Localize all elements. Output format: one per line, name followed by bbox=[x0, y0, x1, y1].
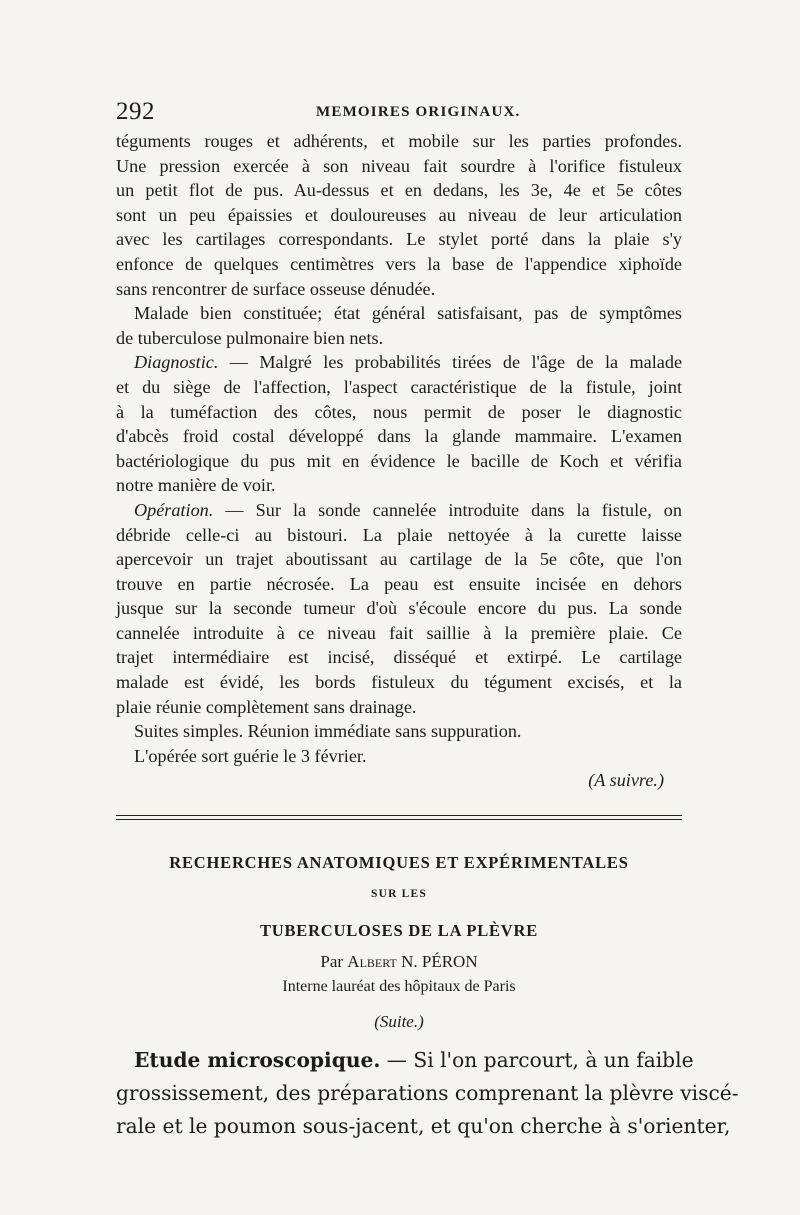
diagnostic-line bbox=[116, 350, 682, 375]
byline bbox=[116, 950, 682, 974]
article-title: RECHERCHES ANATOMIQUES ET EXPÉRIMENTALES bbox=[169, 853, 629, 872]
text-line: d'abcès froid costal développé dans la glande mammaire. L'examen bbox=[116, 426, 682, 447]
text-line: Malade bien constituée; état général satisfaisant, pas de symptômes bbox=[134, 303, 682, 324]
section-first-line bbox=[116, 1044, 694, 1077]
text-line: Une pression exercée à son niveau fait sourdre à l'orifice fistuleux bbox=[116, 155, 682, 176]
section-label: Etude microscopique. bbox=[134, 1048, 381, 1072]
article-title-block bbox=[116, 850, 682, 1034]
divider-rule bbox=[116, 819, 682, 820]
text-line: et du siège de l'affection, l'aspect caractéristique de la fistule, joint bbox=[116, 376, 682, 397]
diagnostic-text: — Malgré les probabilités tirées de l'âge de la malade bbox=[229, 352, 683, 373]
page-number: 292 bbox=[116, 98, 155, 125]
operation-text: — Sur la sonde cannelée introduite dans la fistule, on bbox=[225, 499, 682, 520]
byline-prefix: Par bbox=[320, 952, 344, 971]
author-affiliation: Interne lauréat des hôpitaux de Paris bbox=[282, 978, 516, 995]
text-line: sont un peu épaissies et douloureuses au niveau de leur articulation bbox=[116, 204, 682, 225]
case-report-text bbox=[116, 129, 682, 793]
text-line: trajet intermédiaire est incisé, disséqué et extirpé. Le cartilage bbox=[116, 647, 682, 668]
divider-rule bbox=[116, 815, 682, 816]
text-line: à la tuméfaction des côtes, nous permit de poser le diagnostic bbox=[116, 401, 682, 422]
text-line: rale et le poumon sous-jacent, et qu'on cherche à s'orienter, bbox=[116, 1114, 731, 1138]
a-suivre-label: (A suivre.) bbox=[588, 770, 664, 791]
text-line: téguments rouges et adhérents, et mobile sur les parties profondes. bbox=[116, 131, 682, 151]
text-line: Suites simples. Réunion immédiate sans suppuration. bbox=[134, 721, 522, 742]
operation-line bbox=[116, 498, 682, 523]
text-line: jusque sur la seconde tumeur d'où s'écoule encore du pus. La sonde bbox=[116, 598, 682, 619]
text-line: plaie réunie complètement sans drainage. bbox=[116, 696, 417, 717]
suite-label: (Suite.) bbox=[374, 1012, 424, 1031]
text-line: bactériologique du pus mit en évidence le bacille de Koch et vérifia bbox=[116, 450, 682, 471]
text-line: cannelée introduite à ce niveau fait saillie à la première plaie. Ce bbox=[116, 622, 682, 643]
text-line: sans rencontrer de surface osseuse dénudée. bbox=[116, 278, 436, 299]
to-be-continued bbox=[116, 768, 682, 793]
operation-label: Opération. bbox=[134, 499, 214, 520]
text-line: enfonce de quelques centimètres vers la base de l'appendice xiphoïde bbox=[116, 253, 682, 274]
text-line: grossissement, des préparations comprenant la plèvre viscé- bbox=[116, 1081, 739, 1105]
text-line: trouve en partie nécrosée. La peau est ensuite incisée en dehors bbox=[116, 573, 682, 594]
article-text bbox=[116, 1044, 739, 1143]
running-title: MEMOIRES ORIGINAUX. bbox=[316, 104, 521, 120]
text-line: débride celle-ci au bistouri. La plaie nettoyée à la curette laisse bbox=[116, 524, 682, 545]
author-name: Albert N. PÉRON bbox=[347, 952, 478, 971]
article-title-connector: SUR LES bbox=[370, 888, 428, 900]
text-line: L'opérée sort guérie le 3 février. bbox=[134, 745, 367, 766]
text-line: apercevoir un trajet aboutissant au cartilage de la 5e côte, que l'on bbox=[116, 549, 682, 570]
text-line: de tuberculose pulmonaire bien nets. bbox=[116, 327, 384, 348]
text-line: malade est évidé, les bords fistuleux du tégument excisés, et la bbox=[116, 672, 682, 693]
page-header bbox=[116, 98, 682, 128]
text-line: avec les cartilages correspondants. Le stylet porté dans la plaie s'y bbox=[116, 229, 682, 250]
article-subtitle: TUBERCULOSES DE LA PLÈVRE bbox=[259, 921, 539, 940]
text-line: notre manière de voir. bbox=[116, 475, 276, 496]
section-text: — Si l'on parcourt, à un faible bbox=[386, 1048, 694, 1072]
text-line: un petit flot de pus. Au-dessus et en dedans, les 3e, 4e et 5e côtes bbox=[116, 180, 682, 201]
diagnostic-label: Diagnostic. bbox=[134, 352, 219, 373]
